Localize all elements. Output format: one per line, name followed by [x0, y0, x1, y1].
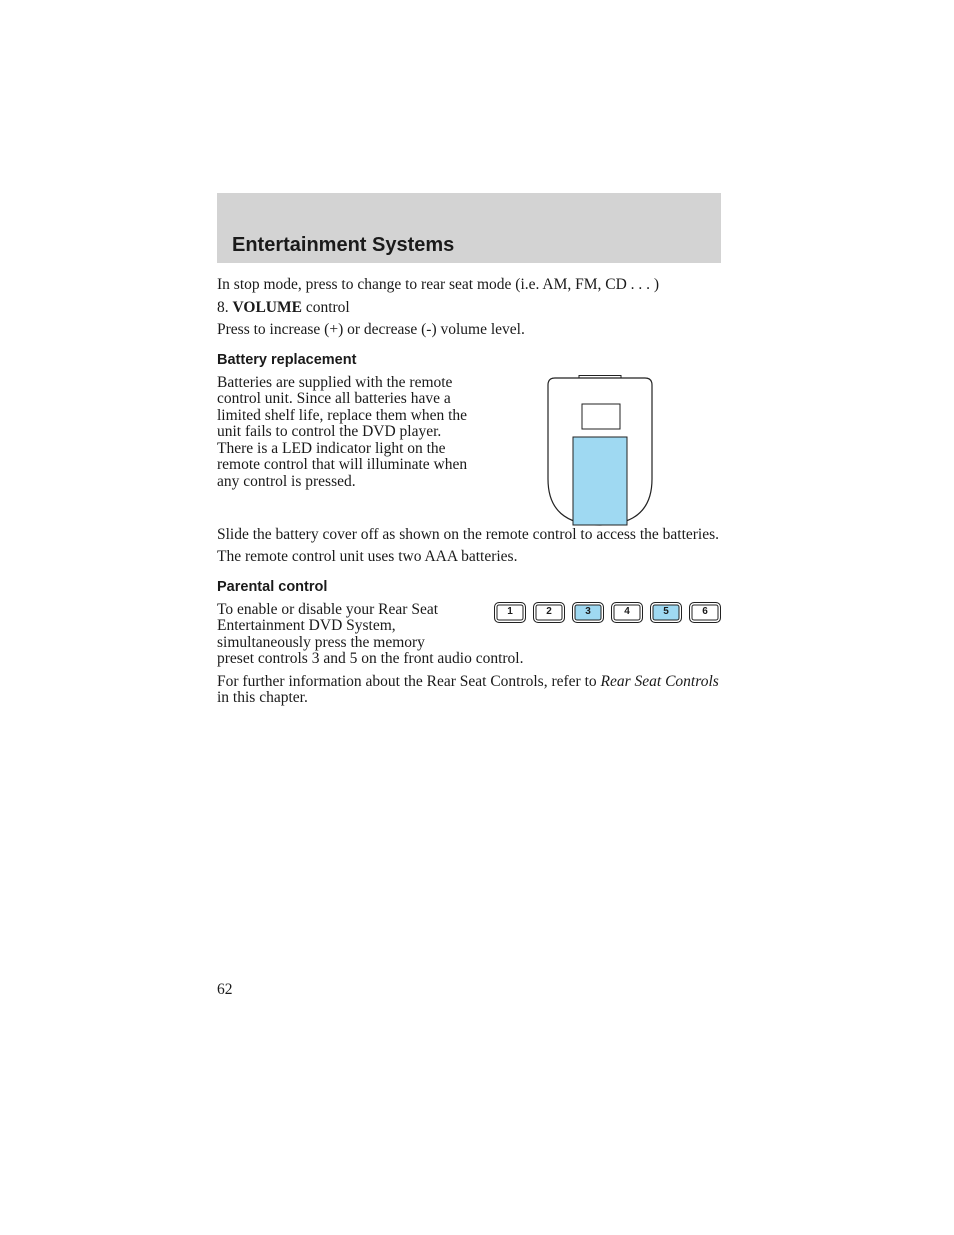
led-indicator-window	[582, 404, 620, 429]
volume-item-number: 8.	[217, 298, 229, 316]
volume-description: Press to increase (+) or decrease (-) volume level.	[217, 321, 525, 338]
further-info-pre: For further information about the Rear Seat Controls, refer to	[217, 672, 601, 690]
parental-text-part1: To enable or disable your Rear Seat Entertainment DVD System, simultaneously press the memory	[217, 600, 439, 651]
parental-heading: Parental control	[217, 578, 328, 595]
stop-mode-text: In stop mode, press to change to rear seat mode (i.e. AM, FM, CD . . . )	[217, 276, 660, 293]
further-info-text	[217, 674, 721, 707]
further-info-post: in this chapter.	[217, 689, 308, 706]
section-header	[217, 193, 721, 263]
parental-text-part2: preset controls 3 and 5 on the front audio control.	[217, 650, 524, 667]
aaa-battery-text: The remote control unit uses two AAA batteries.	[217, 548, 518, 565]
battery-heading: Battery replacement	[217, 351, 357, 368]
preset-button-2: 2	[533, 602, 565, 623]
slide-cover-text: Slide the battery cover off as shown on the remote control to access the batteries.	[217, 525, 720, 543]
rear-seat-controls-reference: Rear Seat Controls	[600, 672, 719, 690]
preset-button-row	[494, 602, 721, 652]
preset-button-1: 1	[494, 602, 526, 623]
page-content	[217, 277, 721, 713]
volume-item-bold: VOLUME	[232, 298, 302, 316]
preset-button-3: 3	[572, 602, 604, 623]
battery-section	[217, 375, 721, 527]
page-number: 62	[217, 981, 233, 998]
parental-section	[217, 602, 721, 652]
remote-control-illustration	[545, 375, 655, 527]
preset-button-5: 5	[650, 602, 682, 623]
section-title: Entertainment Systems	[232, 234, 455, 256]
battery-cover	[573, 437, 627, 525]
volume-item-rest: control	[305, 298, 350, 316]
preset-button-4: 4	[611, 602, 643, 623]
battery-text: Batteries are supplied with the remote control unit. Since all batteries have a limited shelf life, replace them when the unit fails to control the DVD player. There is a LED indicator light on the remote control that will illuminate when any control is pressed.	[217, 373, 468, 490]
preset-button-6: 6	[689, 602, 721, 623]
volume-item	[217, 300, 721, 317]
